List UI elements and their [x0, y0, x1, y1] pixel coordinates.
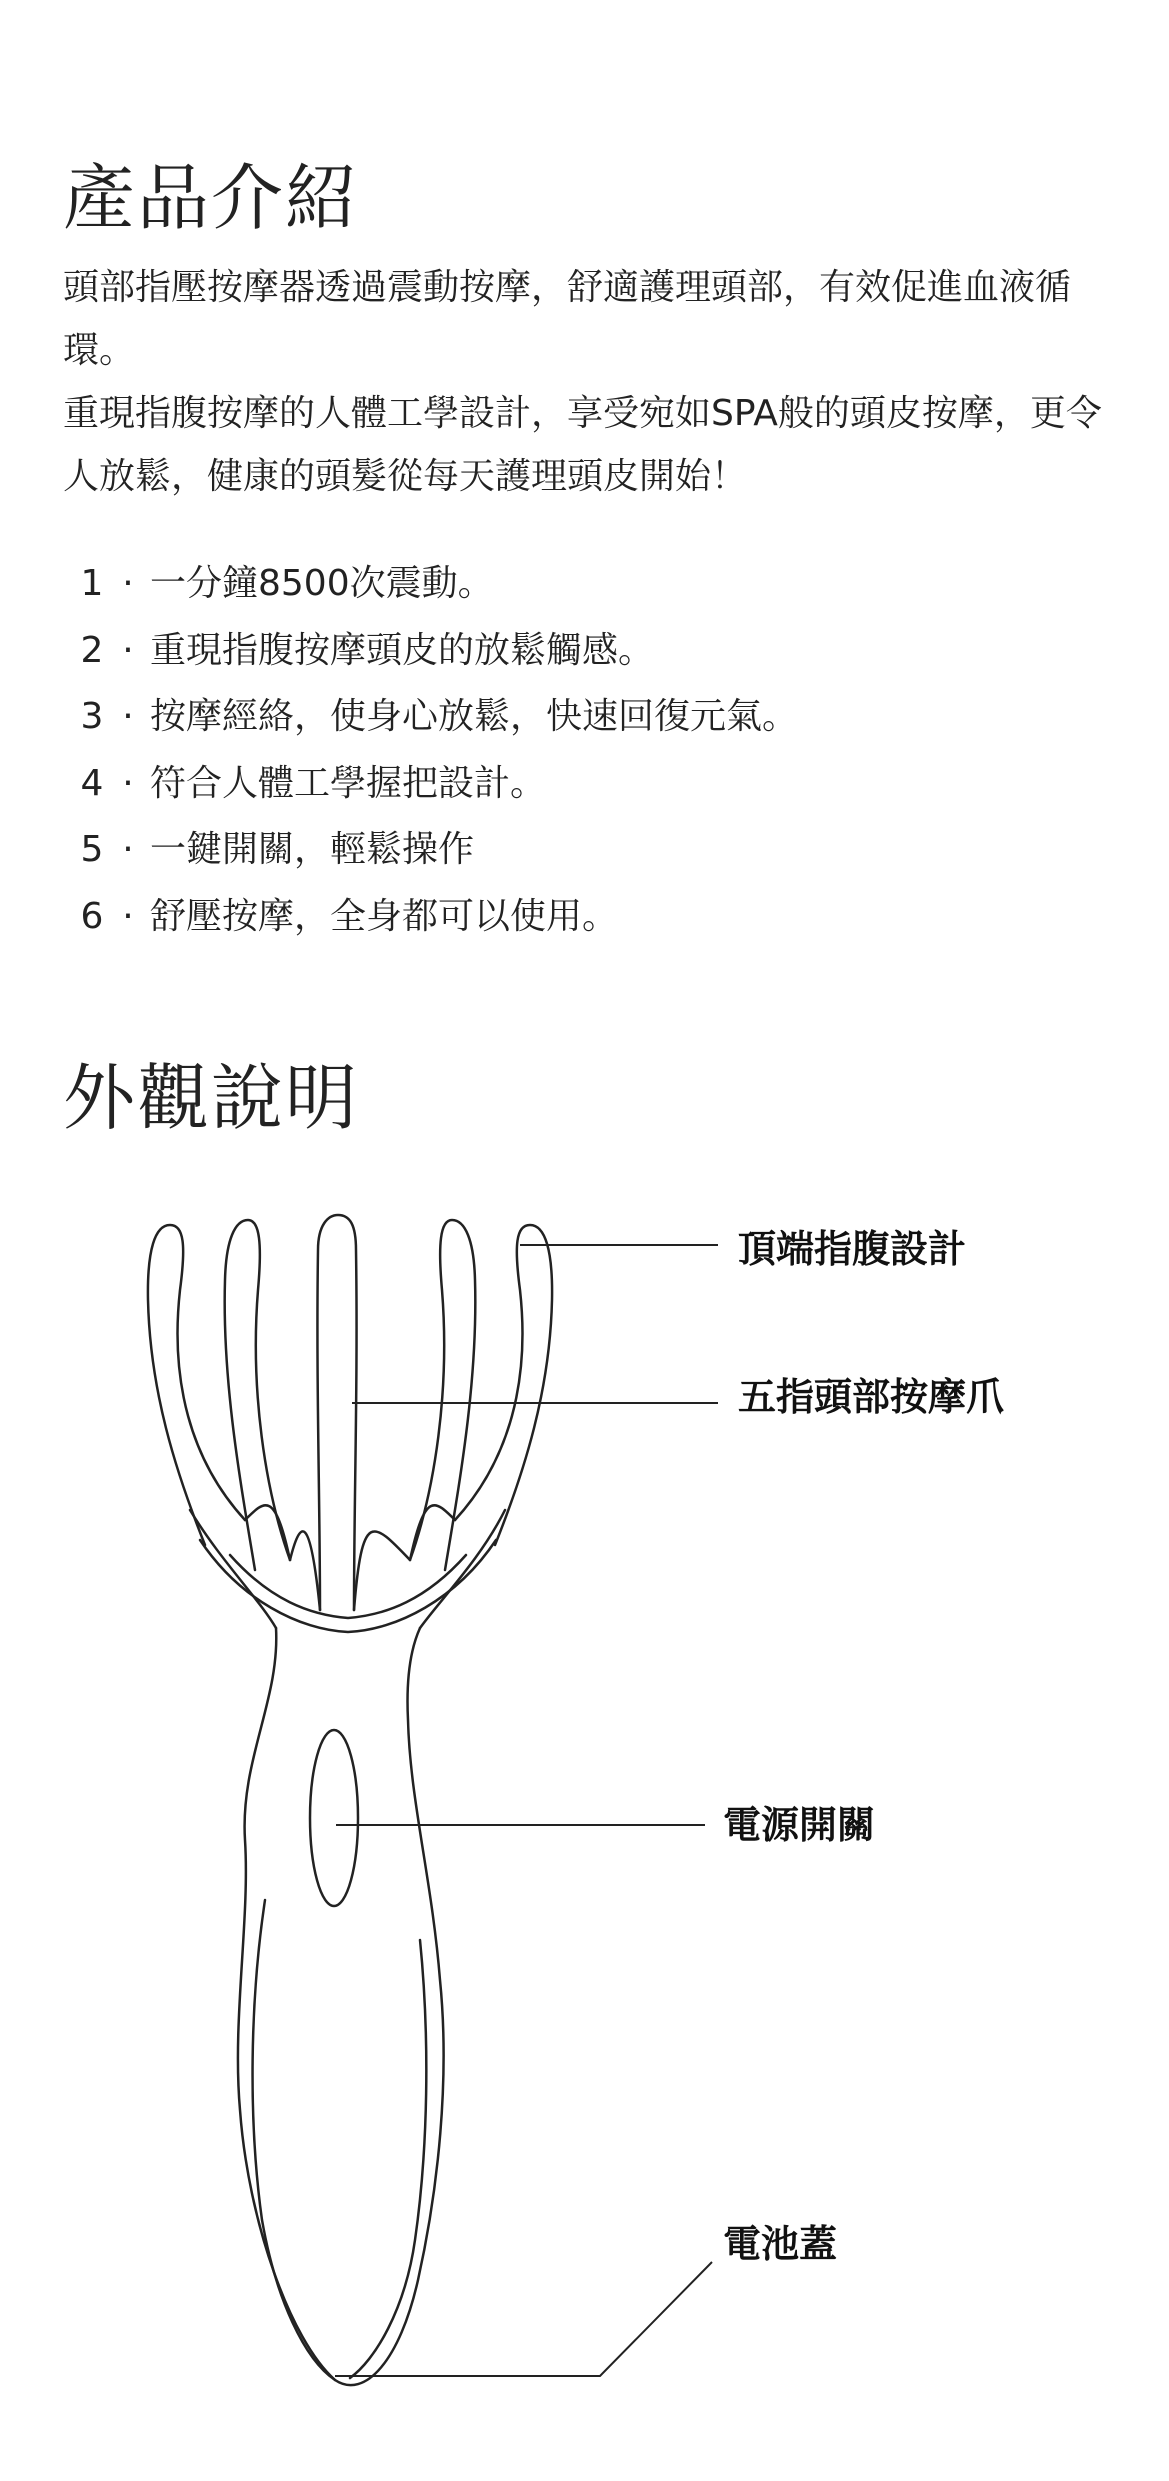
prong-center: [317, 1215, 356, 1610]
feature-separator: ·: [122, 762, 134, 804]
feature-text: 一鍵開關，輕鬆操作: [150, 829, 475, 870]
power-switch: [310, 1730, 358, 1906]
feature-text: 重現指腹按摩頭皮的放鬆觸感。: [150, 629, 655, 671]
feature-number: 6: [80, 895, 104, 937]
feature-number: 1: [80, 563, 104, 604]
handle-inner-contour: [350, 1940, 426, 2378]
prong-inner-left: [225, 1220, 290, 1570]
neck-curve: [420, 1510, 505, 1628]
label-tip-design: 頂端指腹設計: [738, 1227, 967, 1271]
prong-web: [290, 1531, 320, 1610]
label-five-finger-claw: 五指頭部按摩爪: [738, 1375, 1005, 1419]
intro-title: 產品介紹: [63, 156, 360, 240]
feature-text: 一分鐘8500次震動。: [150, 563, 494, 604]
prong-outer-left: [148, 1225, 245, 1545]
feature-number: 2: [80, 629, 104, 671]
feature-number: 5: [80, 829, 104, 870]
feature-item: [78, 551, 798, 618]
handle-inner-contour: [253, 1900, 335, 2380]
head-base-inner: [230, 1555, 466, 1618]
feature-list: [78, 551, 798, 950]
feature-separator: ·: [122, 563, 134, 604]
feature-number: 3: [80, 696, 104, 737]
prong-outer-right: [455, 1225, 552, 1545]
feature-item: [78, 817, 798, 884]
feature-text: 符合人體工學握把設計。: [150, 762, 547, 804]
massager-diagram: [0, 1150, 1169, 2481]
neck-curve: [190, 1510, 276, 1628]
feature-text: 按摩經絡，使身心放鬆，快速回復元氣。: [150, 696, 799, 737]
feature-item: [78, 684, 798, 751]
handle-outline: [238, 1628, 444, 2385]
feature-separator: ·: [122, 696, 134, 737]
feature-separator: ·: [122, 629, 134, 671]
prong-web: [354, 1531, 410, 1610]
feature-separator: ·: [122, 829, 134, 870]
feature-item: [78, 618, 798, 685]
feature-number: 4: [80, 762, 104, 804]
feature-item: [78, 751, 798, 818]
appearance-title: 外觀說明: [63, 1056, 360, 1140]
intro-paragraph-1: 頭部指壓按摩器透過震動按摩，舒適護理頭部，有效促進血液循環。: [63, 267, 1072, 371]
label-power-switch: 電源開關: [723, 1803, 876, 1847]
intro-paragraph-2: 重現指腹按摩的人體工學設計，享受宛如SPA般的頭皮按摩，更令人放鬆，健康的頭髮從每天護理頭皮開始！: [63, 393, 1102, 497]
feature-text: 舒壓按摩，全身都可以使用。: [150, 895, 619, 937]
feature-separator: ·: [122, 895, 134, 937]
prong-inner-right: [410, 1220, 475, 1570]
label-battery-cover: 電池蓋: [723, 2222, 838, 2266]
feature-item: [78, 884, 798, 951]
